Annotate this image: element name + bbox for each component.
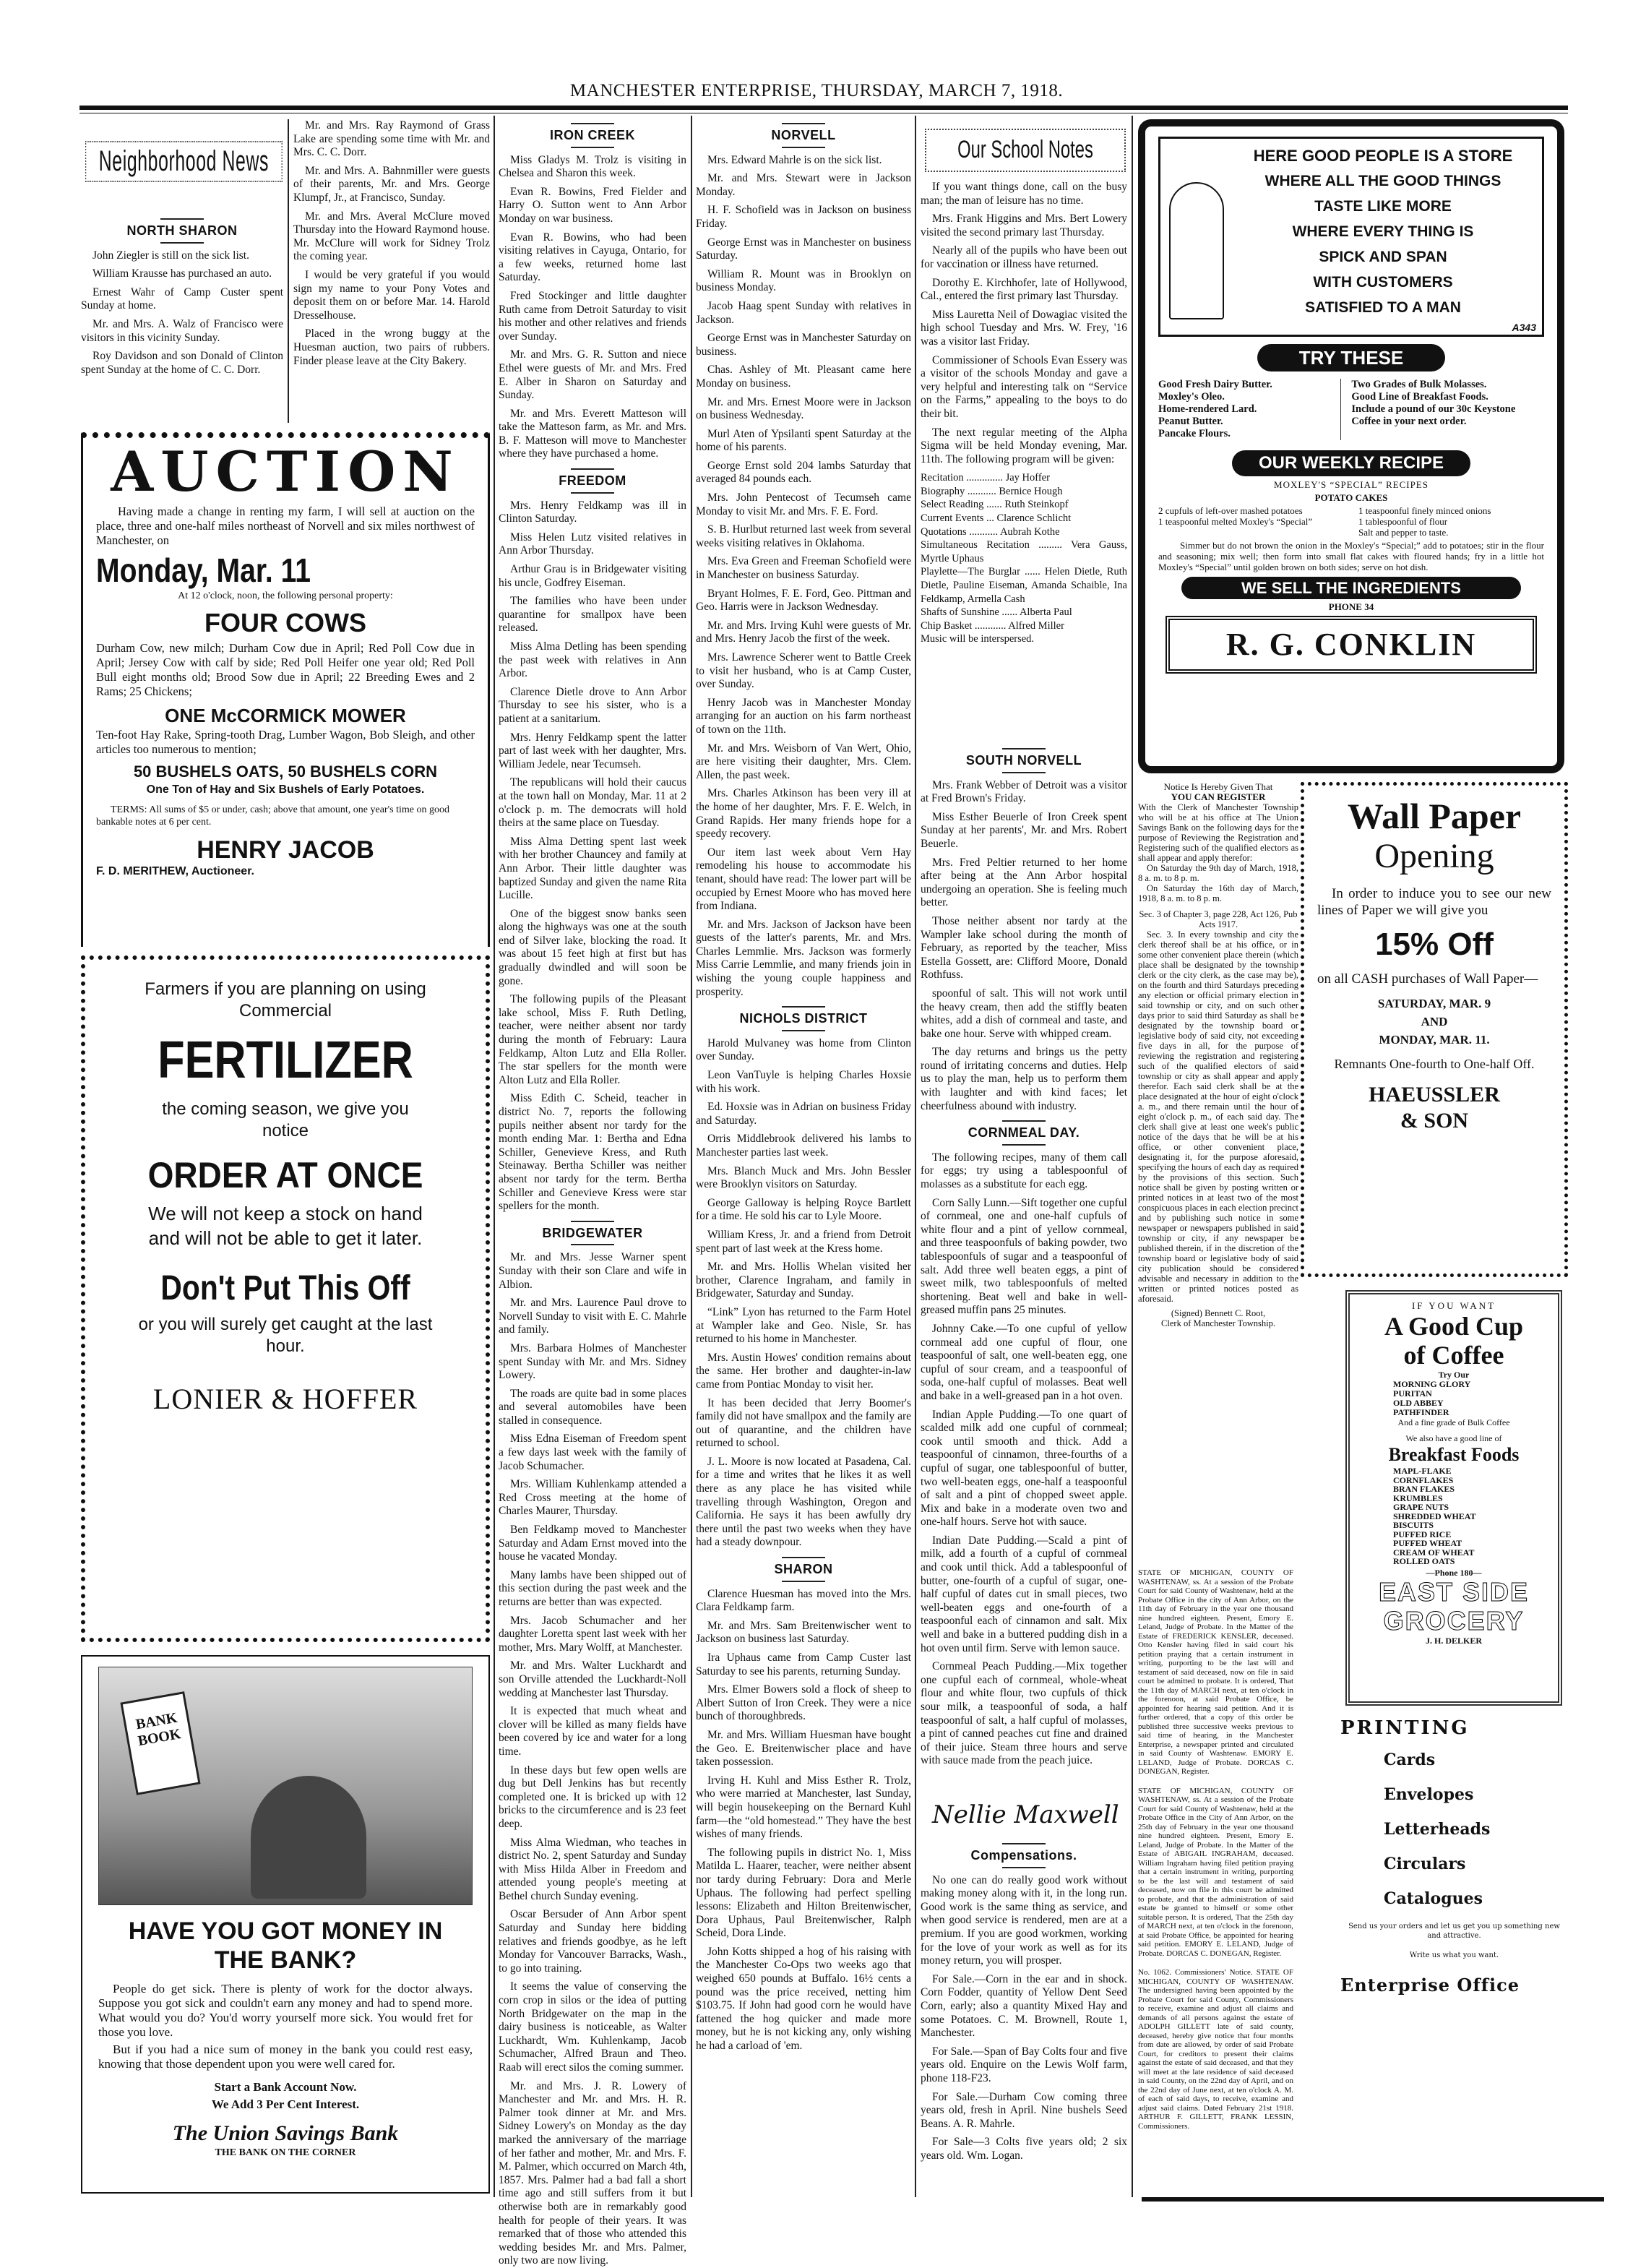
news-item: Murl Aten of Ypsilanti spent Saturday at the home of his parents. bbox=[696, 427, 911, 454]
news-item: George Ernst was in Manchester Saturday on business. bbox=[696, 332, 911, 358]
breakfast-food: GRAPE NUTS bbox=[1393, 1502, 1449, 1512]
news-item: Mrs. John Pentecost of Tecumseh came Monday to visit Mr. and Mrs. F. E. Ford. bbox=[696, 491, 911, 517]
news-item: Mrs. Henry Feldkamp spent the latter part of last week with her daughter, Mrs. William Jedele, near Tecumseh. bbox=[499, 731, 686, 770]
we-sell-ingredients-banner: WE SELL THE INGREDIENTS bbox=[1181, 577, 1521, 599]
sale-date-1: SATURDAY, MAR. 9 bbox=[1377, 997, 1491, 1010]
bank-name-logo: The Union Savings Bank bbox=[172, 2121, 399, 2145]
news-item: Ed. Hoxsie was in Adrian on business Friday and Saturday. bbox=[696, 1101, 911, 1127]
wall-paper-title: Wall Paper bbox=[1347, 796, 1522, 836]
program-item: Chip Basket ............ Alfred Miller bbox=[921, 619, 1064, 632]
grocery-name: GROCERY bbox=[1383, 1605, 1525, 1636]
news-item: Clarence Dietle drove to Ann Arbor Thursday to see his sister, who is a patient at a sanitarium. bbox=[499, 685, 686, 725]
coffee-title-line-2: of Coffee bbox=[1403, 1341, 1504, 1370]
wall-paper-intro: In order to induce you to see our new lines of Paper we will give you bbox=[1317, 886, 1551, 918]
printing-item: Envelopes bbox=[1384, 1785, 1474, 1804]
news-item: Miss Alma Detting spent last week with her brother Chauncey and family at Ann Arbor. Their little daughter was baptized Sunday and given the name Rita Lucille. bbox=[499, 835, 686, 902]
news-item: For Sale—3 Colts five years old; 2 six years old. Wm. Logan. bbox=[921, 2136, 1127, 2162]
news-item: For Sale.—Corn in the ear and in shock. Corn Fodder, quantity of Yellow Dent Seed Corn, early; also a quantity Mixed Hay and some Potatoes. C. M. Brownell, Route 1, Manchester. bbox=[921, 1972, 1127, 2040]
news-item: John Kotts shipped a hog of his raising with the Manchester Co-Ops two weeks ago that weighed 650 pounds at Buffalo. 16½ cents a pound was the price received, netting him $103.75. If John had good corn he would have fattened the hog quicker and made more money, but he is not kicking any, only wishing he had a carload of 'em. bbox=[696, 1945, 911, 2053]
news-item: Mrs. Barbara Holmes of Manchester spent Sunday with Mr. and Mrs. Sidney Lowery. bbox=[499, 1341, 686, 1382]
column-divider bbox=[494, 116, 495, 2197]
slogan-line: TASTE LIKE MORE bbox=[1314, 198, 1452, 215]
printing-item: Circulars bbox=[1384, 1855, 1466, 1873]
program-item: Simultaneous Recitation ......... Vera Gauss, Myrtle Uphaus bbox=[921, 539, 1127, 564]
printing-note: Send us your orders and let us get you up something new and attractive. bbox=[1348, 1923, 1560, 1940]
ingredient: 1 teaspoonful melted Moxley's “Special” bbox=[1158, 516, 1313, 527]
remnants-offer: Remnants One-fourth to One-half Off. bbox=[1334, 1057, 1535, 1071]
east-side-grocery-ad bbox=[1345, 1290, 1562, 1706]
news-item: J. L. Moore is now located at Pasadena, Cal. for a time and writes that he likes it as well there as any place he has visited while travelling through Washington, Oregon and California. He says it has been awfully dry there until the past two weeks when they have had a steady downpour. bbox=[696, 1455, 911, 1549]
news-item: Ira Uphaus came from Camp Custer last Saturday to see his parents, returning Sunday. bbox=[696, 1651, 911, 1678]
news-item: The day returns and brings us the petty round of irritating concerns and duties. Help us to play the man, help us to perform them with laughter and with kind faces; let cheerfulness abound with industry. bbox=[921, 1046, 1127, 1112]
auction-hay: One Ton of Hay and Six Bushels of Early Potatoes. bbox=[146, 783, 425, 796]
product-list bbox=[1158, 379, 1544, 440]
slogan-line: SATISFIED TO A MAN bbox=[1305, 299, 1461, 316]
program-item: Biography ........... Bernice Hough bbox=[921, 485, 1063, 497]
auction-title: AUCTION bbox=[111, 439, 460, 504]
product-item: Include a pound of our 30c Keystone Coffee in your next order. bbox=[1351, 403, 1516, 427]
discount-offer: 15% Off bbox=[1375, 927, 1494, 962]
product-item: Two Grades of Bulk Molasses. bbox=[1351, 379, 1487, 390]
fertilizer-stock: We will not keep a stock on hand and will not be able to get it later. bbox=[148, 1203, 423, 1249]
auction-mower-heading: ONE McCORMICK MOWER bbox=[165, 705, 406, 726]
south-norvell-cornmeal-column bbox=[921, 741, 1127, 1796]
conklin-phone: PHONE 34 bbox=[1328, 601, 1374, 612]
breakfast-food: SHREDDED WHEAT bbox=[1393, 1511, 1476, 1521]
slogan-line: WHERE EVERY THING IS bbox=[1292, 223, 1474, 240]
news-item: It has been decided that Jerry Boomer's family did not have smallpox and the family are out of quarantine, and the children have returned to school. bbox=[696, 1396, 911, 1450]
bank-cta: Start a Bank Account Now. bbox=[214, 2080, 357, 2094]
news-item: Mr. and Mrs. A. Walz of Francisco were visitors in this vicinity Sunday. bbox=[81, 317, 283, 344]
bank-book-icon: BANK BOOK bbox=[120, 1691, 200, 1795]
coffee-brand: MORNING GLORY bbox=[1393, 1379, 1471, 1389]
slogan-line: WHERE ALL THE GOOD THINGS bbox=[1264, 173, 1501, 189]
printing-item: Cards bbox=[1384, 1751, 1436, 1769]
news-item: Ernest Wahr of Camp Custer spent Sunday at home. bbox=[81, 285, 283, 312]
news-item: Those neither absent nor tardy at the Wampler lake school during the month of February, as reported by the teacher, Miss Estella Gossett, are: Clifford Moore, Donald Rothfuss. bbox=[921, 914, 1127, 981]
slogan-line: SPICK AND SPAN bbox=[1319, 249, 1447, 265]
news-item: Miss Alma Wiedman, who teaches in district No. 2, spent Saturday and Sunday with Miss Hilda Alber in Freedom and attended young people's meeting at Bethel church Sunday evening. bbox=[499, 1836, 686, 1902]
breakfast-foods-title: Breakfast Foods bbox=[1388, 1444, 1520, 1465]
news-item: Mrs. Austin Howes' condition remains about the same. Her brother and daughter-in-law came from Pontiac Monday to visit her. bbox=[696, 1351, 911, 1391]
haeussler-son: & SON bbox=[1400, 1109, 1469, 1133]
news-item: William Kress, Jr. and a friend from Detroit spent part of last week at the Kress home. bbox=[696, 1228, 911, 1255]
coffee-brands bbox=[1357, 1380, 1551, 1417]
recipe-method: Simmer but do not brown the onion in the Moxley's “Special;” add to potatoes; stir in the flour and seasoning; mix well; then form into small flat cakes with floured hands; fry in a little hot Moxley's “Special” until golden brown on both sides; serve on hot dish. bbox=[1158, 540, 1544, 572]
printing-note-2: Write us what you want. bbox=[1409, 1951, 1499, 1959]
ingredient: 2 cupfuls of left-over mashed potatoes bbox=[1158, 505, 1303, 516]
news-item: William Krausse has purchased an auto. bbox=[92, 267, 272, 280]
auction-date: Monday, Mar. 11 bbox=[96, 551, 311, 589]
auction-cows-heading: FOUR COWS bbox=[204, 608, 366, 637]
news-item: Mr. and Mrs. Walter Luckhardt and son Orville attended the Luckhardt-Noll wedding at Manchester last Thursday. bbox=[499, 1659, 686, 1699]
news-item: George Ernst was in Manchester on business Saturday. bbox=[696, 236, 911, 262]
news-item: Jacob Haag spent Sunday with relatives in Jackson. bbox=[696, 299, 911, 326]
slogan-line: WITH CUSTOMERS bbox=[1313, 274, 1453, 291]
news-item: Mr. and Mrs. Sam Breitenwischer went to Jackson on business last Saturday. bbox=[696, 1619, 911, 1646]
iron-creek-freedom-bridgewater-column bbox=[499, 116, 686, 2267]
masthead-rule bbox=[79, 106, 1568, 110]
news-item: Fred Stockinger and little daughter Ruth came from Detroit Saturday to visit his mother and other relatives and friends over Sunday. bbox=[499, 289, 686, 343]
grocer-figure-icon bbox=[1169, 182, 1224, 319]
school-notes-column bbox=[921, 181, 1127, 737]
news-item: Indian Apple Pudding.—To one quart of scalded milk add one cupful of cornmeal; cook until smooth and thick. Add a teaspoonful of cinnamon, three-fourths of a cupful of sugar, one tablespoonful of butter, two well-beaten eggs, one-half a teaspoonful of salt and a pint of chopped sweet apple. Mix and bake in a moderate oven two and one-half hours. Serve hot with sauce. bbox=[921, 1408, 1127, 1529]
breakfast-foods-list bbox=[1357, 1466, 1551, 1566]
news-item: It seems the value of conserving the corn crop in silos or the idea of putting North Bridgewater on the map in the dairy business is noticeable, as Walter Luckhardt, Wm. Kuhlenkamp, Jacob Schumacher, Alfred Braun and Theo. Raab will erect silos the coming summer. bbox=[499, 1980, 686, 2074]
school-note: Miss Lauretta Neil of Dowagiac visited the high school Tuesday and Mrs. W. Frey, '16 was a visitor last Friday. bbox=[921, 308, 1127, 348]
bottom-rule bbox=[1142, 2197, 1604, 2202]
news-item: The following recipes, many of them call for eggs; try using a tablespoonful of molasses as a substitute for each egg. bbox=[921, 1151, 1127, 1191]
news-item: Mr. and Mrs. Jesse Warner spent Sunday with their son Clare and wife in Albion. bbox=[499, 1251, 686, 1291]
news-item: Mr. and Mrs. J. R. Lowery of Manchester and Mr. and Mrs. H. R. Palmer took dinner at Mr. and Mrs. Sidney Lowery's on Monday as the day marked the anniversary of the marriage of her father and mother, Mr. and Mrs. F. M. Palmer, which occurred on March 4th, 1857. Mrs. Palmer had a bad fall a short time ago and still suffers from it but otherwise both are in remarkably good health for people of their years. It was remarked that of those who attended this wedding besides Mr. and Mrs. Palmer, only two are now living. bbox=[499, 2079, 686, 2267]
news-item: Mrs. Edward Mahrle is on the sick list. bbox=[707, 153, 882, 166]
news-item: Evan R. Bowins, who had been visiting relatives in Cayuga, Ontario, for a few weeks, returned home last Saturday. bbox=[499, 231, 686, 284]
fertilizer-title: FERTILIZER bbox=[158, 1031, 413, 1089]
column-divider bbox=[915, 116, 916, 2197]
news-item: The families who have been under quarantine for smallpox have been released. bbox=[499, 595, 686, 635]
nellie-maxwell-signature: Nellie Maxwell bbox=[932, 1800, 1119, 1829]
legal-notice: No. 1062. Commissioners' Notice. STATE OF MICHIGAN, COUNTY OF WASHTENAW. The undersigned having been appointed by the Probate Court for said County, Commissioners to receive, examine and adjust all claims and demands of all persons against the estate of ADOLPH GILLETT late of said county, deceased, hereby give notice that four months from date are allowed, by order of said Probate Court, for creditors to present their claims against the estate of said deceased, and that they will meet at the late residence of said deceased in said County, on the 22nd day of April, and on the 22nd day of June next, at ten o'clock A. M. of each of said days, to receive, examine and adjust said claims. Dated February 21st 1918. ARTHUR F. GILLETT, FRANK LESSIN, Commissioners. bbox=[1138, 1968, 1293, 2131]
breakfast-food: CORNFLAKES bbox=[1393, 1474, 1454, 1485]
news-item: Many lambs have been shipped out of this section during the past week and the returns are better than was expected. bbox=[499, 1568, 686, 1608]
fertilizer-dont: Don't Put This Off bbox=[160, 1269, 410, 1307]
coffee-pre: IF YOU WANT bbox=[1411, 1300, 1496, 1311]
compensations-for-sale-column bbox=[921, 1836, 1127, 2197]
program-item: Quotations ........... Aubrah Kothe bbox=[921, 525, 1060, 538]
legal-notices bbox=[1138, 1568, 1293, 2183]
worried-figure-icon bbox=[251, 1776, 366, 1899]
news-item: Miss Esther Beuerle of Iron Creek spent Sunday at her parents', Mr. and Mrs. Robert Beuerle. bbox=[921, 810, 1127, 850]
register-statute: Sec. 3 of Chapter 3, page 228, Act 126, Pub Acts 1917. bbox=[1139, 909, 1298, 929]
coffee-brand: PATHFINDER bbox=[1393, 1407, 1449, 1417]
conklin-name: R. G. CONKLIN bbox=[1165, 616, 1537, 674]
news-item: Indian Date Pudding.—Scald a pint of milk, add a fourth of a cupful of cornmeal and cook until thick. Add a tablespoonful of butter, one-fourth of a cupful of sugar, one-half cupful of dates cut in small pieces, two well-beaten eggs and one-fourth of a teaspoonful each of cinnamon and salt. Mix well and bake in a buttered pudding dish in a hot oven until firm. Serve with lemon sauce. bbox=[921, 1534, 1127, 1654]
breakfast-food: CREAM OF WHEAT bbox=[1393, 1547, 1475, 1558]
bank-book-illustration bbox=[98, 1667, 473, 1905]
ingredient: 1 teaspoonful finely minced onions bbox=[1358, 505, 1491, 516]
recipe-title: POTATO CAKES bbox=[1314, 492, 1388, 503]
news-item: The following pupils of the Pleasant lake school, Miss F. Ruth Detling, teacher, were neither absent nor tardy during the month of February: Laura Feldkamp, Alton Lutz and Ella Roller. The star spellers for the month were Alton Lutz and Ella Roller. bbox=[499, 993, 686, 1086]
coffee-title bbox=[1357, 1312, 1551, 1370]
section-heading: IRON CREEK bbox=[499, 123, 686, 148]
news-item: Mr. and Mrs. Ernest Moore were in Jackson on business Wednesday. bbox=[696, 395, 911, 422]
register-date-1: On Saturday the 9th day of March, 1918, 8 a. m. to 8 p. m. bbox=[1138, 863, 1298, 883]
product-item: Pancake Flours. bbox=[1158, 428, 1231, 439]
masthead: MANCHESTER ENTERPRISE, THURSDAY, MARCH 7, 1918. bbox=[569, 81, 1064, 100]
news-item: Mr. and Mrs. William Huesman have bought the Geo. E. Breitenwischer place and have taken possession. bbox=[696, 1728, 911, 1769]
news-item: Mr. and Mrs. Irving Kuhl were guests of Mr. and Mrs. Henry Jacob the first of the week. bbox=[696, 619, 911, 645]
bank-tagline: THE BANK ON THE CORNER bbox=[215, 2147, 356, 2158]
neighborhood-news-banner bbox=[85, 141, 284, 206]
school-note: Mrs. Frank Higgins and Mrs. Bert Lowery visited the second primary last Thursday. bbox=[921, 212, 1127, 239]
auction-implements: Ten-foot Hay Rake, Spring-tooth Drag, Lumber Wagon, Bob Sleigh, and other articles too numerous to mention; bbox=[96, 728, 475, 756]
section-heading: NORVELL bbox=[696, 123, 911, 148]
coffee-brand: OLD ABBEY bbox=[1393, 1398, 1444, 1408]
news-item: George Ernst sold 204 lambs Saturday that averaged 84 pounds each. bbox=[696, 459, 911, 486]
news-item: Miss Edith C. Scheid, teacher in district No. 7, reports the following pupils neither absent nor tardy for the month ending Mar. 1: Bertha and Edna Schiller, Genevieve Kress, and Ruth Steinaway. Bertha Schiller was neither absent nor tardy for the term. Bertha Schiller and Genevieve Kress were star spellers for the month. bbox=[499, 1092, 686, 1213]
news-item: Roy Davidson and son Donald of Clinton spent Sunday at the home of C. C. Dorr. bbox=[81, 350, 283, 376]
register-body: With the Clerk of Manchester Township who will be at his office at The Union Savings Bank on the following days for the purpose of Reviewing the Registration and Registering such of the qualified electors as shall appear and apply therefor: bbox=[1138, 802, 1298, 863]
school-note: If you want things done, call on the busy man; the man of leisure has no time. bbox=[921, 181, 1127, 207]
ingredient: 1 tablespoonful of flour bbox=[1358, 516, 1448, 527]
news-item: Mrs. Charles Atkinson has been very ill at the home of her daughter, Mrs. F. E. Welch, in Grand Rapids. Her many friends hope for a speedy recovery. bbox=[696, 787, 911, 841]
news-item: Mr. and Mrs. G. R. Sutton and niece Ethel were guests of Mr. and Mrs. Fred E. Alber in Sharon on Saturday and Sunday. bbox=[499, 348, 686, 402]
news-item: One of the biggest snow banks seen along the highways was one at the south end of Silver lake, blocking the road. It was about 15 feet high at first but has gradually dwindled and will soon be gone. bbox=[499, 907, 686, 987]
norvell-nichols-sharon-column bbox=[696, 116, 911, 2197]
school-note: Nearly all of the pupils who have been out for vaccination or illness have returned. bbox=[921, 244, 1127, 270]
news-item: Johnny Cake.—To one cupful of yellow cornmeal add one cupful of flour, one teaspoonful of salt, one well-beaten egg, one cupful of sour cream, and a teaspoonful of soda, one-half cupful of molasses. Beat well and bake in a well-greased pan in a hot oven. bbox=[921, 1322, 1127, 1402]
product-item: Moxley's Oleo. bbox=[1158, 391, 1225, 403]
coffee-title-line-1: A Good Cup bbox=[1384, 1312, 1524, 1341]
news-item: Ben Feldkamp moved to Manchester Saturday and Adam Ernst moved into the house he vacated Monday. bbox=[499, 1524, 686, 1563]
product-item: Good Fresh Dairy Butter. bbox=[1158, 379, 1272, 390]
union-savings-bank-ad bbox=[81, 1655, 490, 2194]
news-item: Mr. and Mrs. Laurence Paul drove to Norvell Sunday to visit with E. C. Mahrle and family. bbox=[499, 1297, 686, 1336]
printing-item: Letterheads bbox=[1384, 1820, 1491, 1839]
printing-ad bbox=[1340, 1717, 1568, 2186]
news-item: Mrs. William Kuhlenkamp attended a Red Cross meeting at the home of Charles Maurer, Thursday. bbox=[499, 1478, 686, 1518]
news-item: Miss Edna Eiseman of Freedom spent a few days last week with the family of Jacob Schumacher. bbox=[499, 1432, 686, 1472]
coffee-try: Try Our bbox=[1438, 1370, 1470, 1380]
section-heading: CORNMEAL DAY. bbox=[921, 1120, 1127, 1146]
news-item: Arthur Grau is in Bridgewater visiting his uncle, Godfrey Eiseman. bbox=[499, 563, 686, 589]
news-item: Harold Mulvaney was home from Clinton over Sunday. bbox=[696, 1036, 911, 1063]
news-item: spoonful of salt. This will not work until the heavy cream, then add the stiffly beaten whites, add a dish of cornmeal and taste, and bake one hour. Serve with whipped cream. bbox=[921, 987, 1127, 1040]
try-these-banner: TRY THESE bbox=[1257, 344, 1445, 371]
school-note: Commissioner of Schools Evan Essery was a visitor of the schools Monday and gave a very helpful and interesting talk on “Service on the Farms,” appealing to the boys to do their bit. bbox=[921, 353, 1127, 420]
news-item: For Sale.—Span of Bay Colts four and five years old. Enquire on the Lewis Wolf farm, phone 118-F23. bbox=[921, 2045, 1127, 2084]
legal-notice: STATE OF MICHIGAN, COUNTY OF WASHTENAW, ss. At a session of the Probate Court for said County of Washtenaw, held at the Probate Office in the city of Ann Arbor, on the 11th day of February in the year one thousand nine hundred eighteen. Present, Emory E. Leland, Judge of Probate. In the Matter of the Estate of FREDERICK KENSLER, deceased. Otto Kensler having filed in said court his petition praying that a certain instrument in writing, purporting to be the last will and testament of said deceased, now on file in said court be admitted to probate. It is ordered, That the 11th day of MARCH next, at ten o'clock in the forenoon, at said Probate Office, be appointed for hearing said petition. And it is further ordered, that a copy of this order be published three successive weeks previous to said time of hearing, in the Manchester Enterprise, a newspaper printed and circulated in said County of Washtenaw. EMORY E. LELAND, Judge of Probate. DORCAS C. DONEGAN, Register. bbox=[1138, 1568, 1293, 1776]
coffee-also: We also have a good line of bbox=[1405, 1433, 1502, 1443]
news-item: Mr. and Mrs. Stewart were in Jackson Monday. bbox=[696, 172, 911, 198]
news-item: Leon VanTuyle is helping Charles Hoxsie with his work. bbox=[696, 1069, 911, 1095]
east-side-owner: J. H. DELKER bbox=[1425, 1635, 1482, 1646]
wall-paper-ad bbox=[1301, 782, 1568, 1277]
news-item: Mr. and Mrs. Everett Matteson will take the Matteson farm, as Mr. and Mrs. B. F. Matteson will move to Manchester where they have purchased a home. bbox=[499, 407, 686, 460]
news-item: Mrs. Lawrence Scherer went to Battle Creek to visit her husband, who is at Camp Custer, over Sunday. bbox=[696, 651, 911, 691]
news-item: It is expected that much wheat and clover will be killed as many fields have been covered by ice and water for a long time. bbox=[499, 1705, 686, 1758]
program-item: Recitation .............. Jay Hoffer bbox=[921, 472, 1050, 484]
coffee-bulk: And a fine grade of Bulk Coffee bbox=[1397, 1417, 1510, 1427]
news-item: Mr. and Mrs. Jackson of Jackson have been guests of the latter's parents, Mr. and Mrs. Charles Lemmlie. Mrs. Jackson was formerly Miss Carrie Lemmlie, and many friends join in wishing the young couple happiness and prosperity. bbox=[696, 918, 911, 998]
printing-items bbox=[1340, 1743, 1568, 1916]
news-item: Orris Middlebrook delivered his lambs to Manchester parties last week. bbox=[696, 1133, 911, 1159]
program-item: Shafts of Sunshine ...... Alberta Paul bbox=[921, 606, 1072, 619]
store-slogan bbox=[1230, 143, 1536, 320]
coffee-brand: PURITAN bbox=[1393, 1388, 1432, 1399]
news-item: Miss Helen Lutz visited relatives in Ann Arbor Thursday. bbox=[499, 531, 686, 557]
fertilizer-notice: the coming season, we give you notice bbox=[162, 1099, 409, 1141]
news-item: I would be very grateful if you would sign my name to your Pony Votes and deposit them on or before Mar. 14. Harold Dresselhouse. bbox=[293, 268, 490, 322]
column-divider bbox=[1132, 116, 1133, 2197]
weekly-recipe-banner: OUR WEEKLY RECIPE bbox=[1232, 450, 1470, 476]
news-item: Chas. Ashley of Mt. Pleasant came here Monday on business. bbox=[696, 364, 911, 390]
wall-paper-opening: Opening bbox=[1374, 837, 1494, 875]
register-date-2: On Saturday the 16th day of March, 1918, 8 a. m. to 8 p. m. bbox=[1138, 883, 1298, 903]
fertilizer-intro: Farmers if you are planning on using Commercial bbox=[145, 979, 426, 1021]
store-illustration bbox=[1158, 137, 1544, 337]
news-item: For Sale.—Durham Cow coming three years old, fresh in April. Nine bushels Seed Beans. A. R. Mahrle. bbox=[921, 2090, 1127, 2130]
news-item: Mrs. Eva Green and Freeman Schofield were in Manchester on business Saturday. bbox=[696, 555, 911, 582]
breakfast-food: PUFFED WHEAT bbox=[1393, 1538, 1462, 1548]
east-side-phone: —Phone 180— bbox=[1426, 1567, 1482, 1578]
news-item: Mr. and Mrs. Ray Raymond of Grass Lake are spending some time with Mr. and Mrs. C. C. Dorr. bbox=[293, 119, 490, 159]
news-item: Corn Sally Lunn.—Sift together one cupful of cornmeal, one and one-half cupfuls of white flour and a pint of yellow cornmeal, and three teaspoonfuls of baking powder, two tablespoonfuls of sugar and a teaspoonful of salt. Add three well beaten eggs, a pint of sweet milk, two tablespoonfuls of melted shortening. Beat well and bake in well-greased muffin pans 25 minutes. bbox=[921, 1196, 1127, 1317]
register-signature: (Signed) Bennett C. Root, bbox=[1171, 1308, 1266, 1318]
section-heading: SHARON bbox=[696, 1557, 911, 1582]
fertilizer-ad bbox=[81, 955, 490, 1642]
news-item: Mrs. Elmer Bowers sold a flock of sheep to Albert Sutton of Iron Creek. They were a nice bunch of thoroughbreds. bbox=[696, 1683, 911, 1723]
section-heading: FREEDOM bbox=[499, 468, 686, 494]
news-item: Mrs. Blanch Muck and Mrs. John Bessler were Brooklyn visitors on Saturday. bbox=[696, 1164, 911, 1191]
recipe-ingredients bbox=[1158, 505, 1544, 538]
recipe-subtitle: MOXLEY'S “SPECIAL” RECIPES bbox=[1274, 479, 1429, 490]
news-item: No one can do really good work without making money along with it, in the long run. Good work is the same thing as service, and when good service is rendered, men are at a premium. If you are good workmen, working for the love of your work as well as for its money return, you will prosper. bbox=[921, 1873, 1127, 1967]
breakfast-food: PUFFED RICE bbox=[1393, 1529, 1452, 1539]
register-statute-text: Sec. 3. In every township and city the clerk thereof shall be at his office, or in some other convenient place therein (which place shall be designated by the township clerk or the city clerk, as the case may be), on the fourth and third Saturdays preceding any election or official primary election in said township or city, and on such other days prior to said third Saturday as shall be designated by the township board or legislative body of said city, not exceeding five days in all, for the purpose of reviewing the registration and registering such of the qualified electors of said township or city as shall appear and apply therefor. Each said clerk shall be at the place designated at the hour of eight o'clock a. m., and there remain until the hour of eight o'clock p. m., of each said day. The clerk shall give at least one week's public notice of the days that he will be at his office, or other convenient place, designating it, for the purpose aforesaid, specifying the hours of each day as required by the provisions of this section. Such notice shall be given by posting written or printed notices in at least two of the most conspicuous places in each election precinct and by publishing such notice in some newspaper or newspapers published in said township or city, if any newspaper be published therein, if in the discretion of the township board or legislative body of said city publication should be considered advisable and necessary in addition to the written or printed notices posted as aforesaid. bbox=[1138, 929, 1298, 1304]
news-item: Our item last week about Vern Hay remodeling his house to accommodate his tenant, should have read: The lower part will be occupied by Ernest Moore who has moved here from Indiana. bbox=[696, 846, 911, 913]
product-item: Home-rendered Lard. bbox=[1158, 403, 1257, 415]
news-item: William R. Mount was in Brooklyn on business Monday. bbox=[696, 267, 911, 294]
news-item: Irving H. Kuhl and Miss Esther R. Trolz, who were married at Manchester, last Sunday, will begin housekeeping on the Bernard Kuhl farm—the “old homestead.” They have the best wishes of many friends. bbox=[696, 1774, 911, 1841]
slogan-line: HERE GOOD PEOPLE IS A STORE bbox=[1253, 147, 1513, 165]
neighborhood-column-2 bbox=[293, 119, 490, 423]
news-item: S. B. Hurlbut returned last week from several weeks visiting relatives in Oklahoma. bbox=[696, 523, 911, 549]
program-item: Current Events ... Clarence Schlicht bbox=[921, 512, 1072, 525]
bank-body-1: People do get sick. There is plenty of work for the doctor always. Suppose you got sick and couldn't earn any money and had to spend more. What would you do? You'd worry yourself more sick. You would fret for those you love. bbox=[98, 1982, 473, 2039]
column-divider bbox=[691, 116, 692, 2197]
news-item: Miss Alma Detling has been spending the past week with relatives in Ann Arbor. bbox=[499, 640, 686, 680]
column-divider bbox=[288, 119, 289, 423]
fertilizer-firm: LONIER & HOFFER bbox=[152, 1383, 418, 1415]
auction-livestock: Durham Cow, new milch; Durham Cow due in April; Red Poll Cow due in April; Jersey Cow with calf by side; Red Poll Heifer one year old; Red Poll Bull eight months old; Brood Sow due in April; 22 Breeding Ewes and 2 Rams; 25 Chickens; bbox=[96, 641, 475, 698]
news-item: “Link” Lyon has returned to the Farm Hotel at Wampler lake and Geo. Nisle, Sr. has returned to his home in Manchester. bbox=[696, 1305, 911, 1346]
conklin-grocery-ad bbox=[1138, 119, 1564, 773]
program-item: Playlette—The Burglar ...... Helen Dietle, Ruth Dietle, Pauline Eiseman, Amanda Schaible, Ina Feldkamp, Armella Cash bbox=[921, 566, 1127, 605]
news-item: H. F. Schofield was in Jackson on business Friday. bbox=[696, 204, 911, 230]
bank-body-2: But if you had a nice sum of money in the bank you could rest easy, knowing that those dependent upon you were well cared for. bbox=[98, 2043, 473, 2071]
auction-intro: Having made a change in renting my farm, I will sell at auction on the place, three and one-half miles northeast of Norvell and six miles northwest of Manchester, on bbox=[96, 504, 475, 547]
news-item: Mrs. Frank Webber of Detroit was a visitor at Fred Brown's Friday. bbox=[921, 778, 1127, 805]
school-notes-banner bbox=[925, 129, 1126, 172]
bank-interest: We Add 3 Per Cent Interest. bbox=[211, 2097, 360, 2111]
product-item: Good Line of Breakfast Foods. bbox=[1351, 391, 1488, 403]
art-code: A343 bbox=[1512, 322, 1536, 333]
news-item: Mrs. Jacob Schumacher and her daughter Loretta spent last week with her mother, Mrs. Mary Wolff, at Manchester. bbox=[499, 1614, 686, 1654]
ingredient: Salt and pepper to taste. bbox=[1358, 527, 1449, 538]
news-item: Placed in the wrong buggy at the Huesman auction, two pairs of rubbers. Finder please leave at the City Bakery. bbox=[293, 327, 490, 367]
program-item: Music will be interspersed. bbox=[921, 633, 1035, 645]
news-item: Miss Gladys M. Trolz is visiting in Chelsea and Sharon this week. bbox=[499, 153, 686, 180]
breakfast-food: MAPL-FLAKE bbox=[1393, 1466, 1452, 1476]
neighborhood-news-title: Neighborhood News bbox=[85, 141, 283, 182]
news-item: Oscar Bersuder of Ann Arbor spent Saturday and Sunday here bidding relatives and friends goodbye, as he left Monday for Vancouver Barracks, Wash., to go into training. bbox=[499, 1908, 686, 1975]
register-subheading: YOU CAN REGISTER bbox=[1171, 791, 1266, 802]
auction-time: At 12 o'clock, noon, the following personal property: bbox=[178, 590, 393, 601]
sale-and: AND bbox=[1421, 1015, 1448, 1028]
section-heading: SOUTH NORVELL bbox=[921, 748, 1127, 773]
news-item: Bryant Holmes, F. E. Ford, Geo. Pittman and Geo. Harris were in Jackson Wednesday. bbox=[696, 587, 911, 614]
fertilizer-order: ORDER AT ONCE bbox=[147, 1155, 423, 1195]
east-side-name: EAST SIDE bbox=[1378, 1576, 1530, 1607]
section-heading: NORTH SHARON bbox=[81, 218, 283, 244]
auction-owner: HENRY JACOB bbox=[197, 836, 374, 864]
school-note: The next regular meeting of the Alpha Sigma will be held Monday evening, Mar. 11th. The following program will be given: bbox=[921, 426, 1127, 465]
school-note: Dorothy E. Kirchhofer, late of Hollywood, Cal., entered the first primary last Thursday. bbox=[921, 276, 1127, 303]
breakfast-food: ROLLED OATS bbox=[1393, 1556, 1455, 1566]
register-heading: Notice Is Hereby Given That bbox=[1163, 781, 1273, 792]
auction-grain-heading: 50 BUSHELS OATS, 50 BUSHELS CORN bbox=[133, 763, 438, 781]
news-item: Mr. and Mrs. A. Bahnmiller were guests of their parents, Mr. and Mrs. George Klumpf, Jr., at Francisco, Sunday. bbox=[293, 164, 490, 204]
news-item: The republicans will hold their caucus at the town hall on Monday, Mar. 11 at 2 o'clock p. m. The democrats will hold theirs at the same place on Tuesday. bbox=[499, 776, 686, 830]
news-item: Mrs. Fred Peltier returned to her home after being at the Ann Arbor hospital undergoing an operation. She is feeling much better. bbox=[921, 856, 1127, 909]
news-item: Evan R. Bowins, Fred Fielder and Harry O. Sutton went to Ann Arbor Monday on war business. bbox=[499, 185, 686, 225]
breakfast-food: BRAN FLAKES bbox=[1393, 1484, 1455, 1494]
auctioneer: F. D. MERITHEW, Auctioneer. bbox=[96, 865, 254, 877]
section-heading: Compensations. bbox=[921, 1843, 1127, 1868]
news-item: John Ziegler is still on the sick list. bbox=[92, 249, 249, 262]
auction-ad bbox=[81, 432, 490, 947]
breakfast-food: BISCUITS bbox=[1393, 1520, 1434, 1530]
news-item: Mr. and Mrs. Hollis Whelan visited her brother, Clarence Ingraham, and family in Bridgewater, Saturday and Sunday. bbox=[696, 1260, 911, 1300]
sale-date-2: MONDAY, MAR. 11. bbox=[1379, 1033, 1490, 1047]
news-item: Mr. and Mrs. Averal McClure moved Thursday into the Howard Raymond house. Mr. McClure will work for Sidney Trolz the coming year. bbox=[293, 210, 490, 263]
bank-headline: HAVE YOU GOT MONEY IN THE BANK? bbox=[128, 1917, 443, 1974]
auction-terms: TERMS: All sums of $5 or under, cash; above that amount, one year's time on good bankable notes at 6 per cent. bbox=[96, 804, 449, 828]
news-item: Cornmeal Peach Pudding.—Mix together one cupful each of cornmeal, whole-wheat flour and white flour, two cupfuls of thick sour milk, a teaspoonful of soda, a half teaspoonful of salt, a half cupful of molasses, a pint of canned peaches cut fine and drained of their juice. Steam three hours and serve with sauce made from the peach juice. bbox=[921, 1660, 1127, 1767]
wall-paper-terms: on all CASH purchases of Wall Paper— bbox=[1317, 971, 1538, 987]
school-notes-title: Our School Notes bbox=[957, 136, 1093, 163]
haeussler-name: HAEUSSLER bbox=[1369, 1083, 1500, 1107]
breakfast-food: KRUMBLES bbox=[1393, 1492, 1443, 1503]
news-item: Clarence Huesman has moved into the Mrs. Clara Feldkamp farm. bbox=[696, 1587, 911, 1614]
printing-item: Catalogues bbox=[1384, 1889, 1483, 1908]
register-signature-title: Clerk of Manchester Township. bbox=[1161, 1318, 1275, 1328]
legal-notice: STATE OF MICHIGAN, COUNTY OF WASHTENAW, ss. At a session of the Probate Court for said County of Washtenaw, held at the Probate Office in the City of Ann Arbor, on the 25th day of February in the year one thousand nine hundred eighteen. Present, Emory E. Leland, Judge of Probate. In the Matter of the Estate of ABIGAIL INGRAHAM, deceased. William Ingraham having filed petition praying that a certain instrument in writing, purporting to be the last will and testament of said deceased, now on file in this court be admitted to probate, and that the administration of said estate be granted to himself or some other suitable person. It is ordered, That the 25th day of MARCH next, at ten o'clock in the forenoon, at said Probate Office, be appointed for hearing said petition. EMORY E. LELAND, Judge of Probate. DORCAS C. DONEGAN, Register. bbox=[1138, 1786, 1293, 1958]
section-heading: NICHOLS DISTRICT bbox=[696, 1006, 911, 1031]
news-item: Mr. and Mrs. Weisborn of Van Wert, Ohio, are here visiting their daughter, Mrs. Clem. Allen, the past week. bbox=[696, 742, 911, 781]
news-item: Mrs. Henry Feldkamp was ill in Clinton Saturday. bbox=[499, 499, 686, 525]
fertilizer-warning: or you will surely get caught at the last hour. bbox=[138, 1315, 433, 1356]
program-item: Select Reading ...... Ruth Steinkopf bbox=[921, 499, 1069, 511]
news-item: Henry Jacob was in Manchester Monday arranging for an auction on his farm northeast of town on the 11th. bbox=[696, 696, 911, 736]
enterprise-office: Enterprise Office bbox=[1340, 1975, 1520, 1996]
news-item: The following pupils in district No. 1, Miss Matilda L. Haarer, teacher, were neither absent nor tardy during February: Dora and Merle Uphaus. The following had perfect spelling lessons: Elizabeth and Hilton Breitenwischer, Dora Uphaus, Paul Breitenwischer, Ralph Scheid, Dora Linde. bbox=[696, 1846, 911, 1940]
printing-title: PRINTING bbox=[1340, 1717, 1470, 1739]
section-heading: BRIDGEWATER bbox=[499, 1221, 686, 1246]
product-item: Peanut Butter. bbox=[1158, 416, 1223, 427]
registration-notice bbox=[1138, 782, 1298, 1563]
north-sharon-column bbox=[81, 211, 283, 424]
news-item: In these days but few open wells are dug but Dell Jenkins has but recently completed one. It is bricked up with 12 bricks to the circumference and is 23 feet deep. bbox=[499, 1764, 686, 1830]
news-item: George Galloway is helping Royce Bartlett for a time. He sold his car to Lyle Moore. bbox=[696, 1196, 911, 1223]
news-item: The roads are quite bad in some places and several automobiles have been stalled in consequence. bbox=[499, 1387, 686, 1427]
